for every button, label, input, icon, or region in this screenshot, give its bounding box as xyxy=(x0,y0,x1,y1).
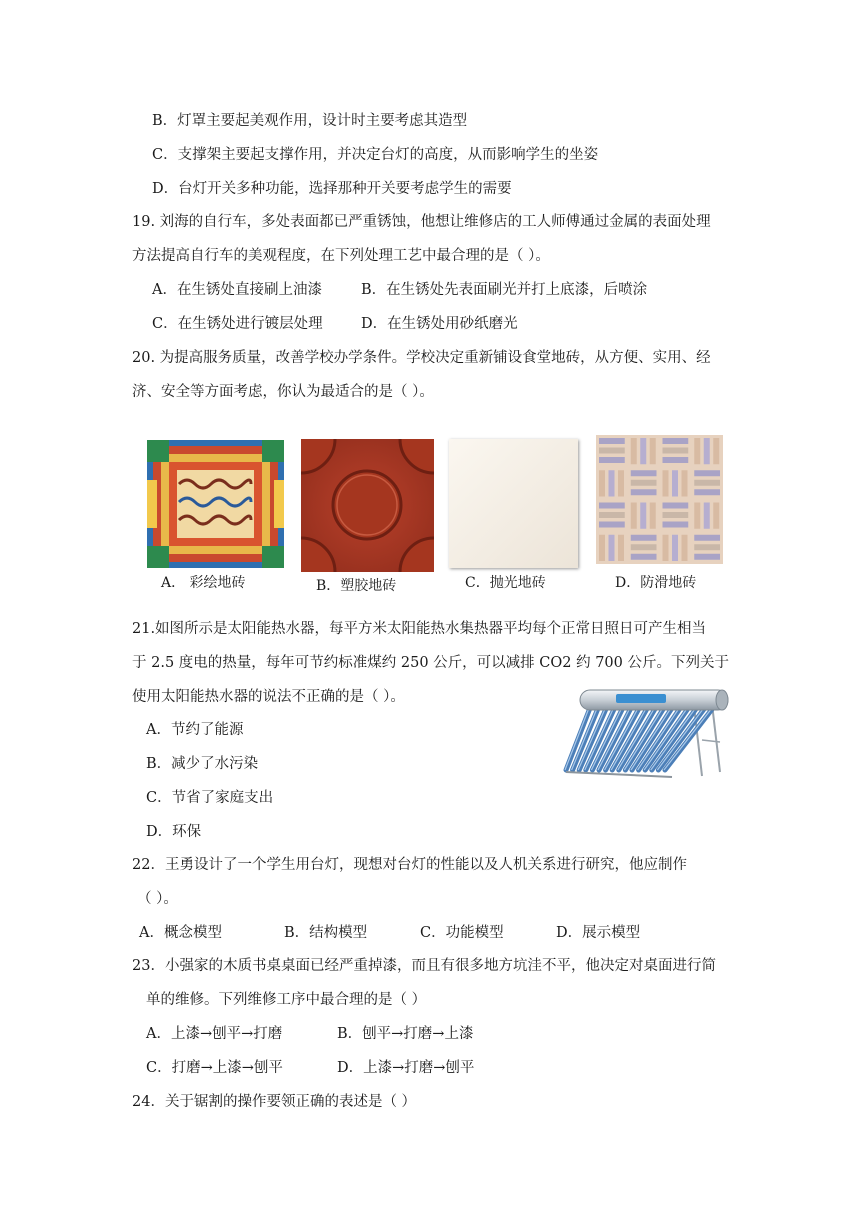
q21-option-a: A．节约了能源 xyxy=(146,722,244,738)
q23-option-c: C．打磨→上漆→刨平 xyxy=(146,1060,283,1076)
q22-option-a: A．概念模型 xyxy=(139,925,222,941)
q21-stem-line2: 于 2.5 度电的热量，每年可节约标准煤约 250 公斤，可以减排 CO2 约 700 公斤。下列关于 xyxy=(132,655,729,671)
caption-d: D．防滑地砖 xyxy=(615,575,697,591)
q22-option-c: C．功能模型 xyxy=(420,925,504,941)
q19-option-a: A．在生锈处直接刷上油漆 xyxy=(152,282,322,298)
q21-option-b: B．减少了水污染 xyxy=(146,756,259,772)
caption-a: A． 彩绘地砖 xyxy=(161,575,246,591)
q18-option-d: D．台灯开关多种功能，选择那种开关要考虑学生的需要 xyxy=(152,181,512,197)
q19-stem-line1: 19. 刘海的自行车，多处表面都已严重锈蚀，他想让维修店的工人师傅通过金属的表面处理 xyxy=(132,214,711,230)
q23-option-a: A．上漆→刨平→打磨 xyxy=(146,1026,283,1042)
q20-stem-line2: 济、安全等方面考虑，你认为最适合的是（ ）。 xyxy=(132,384,434,400)
q22-stem-line1: 22．王勇设计了一个学生用台灯，现想对台灯的性能以及人机关系进行研究，他应制作 xyxy=(132,857,687,873)
q20-stem-line1: 20. 为提高服务质量，改善学校办学条件。学校决定重新铺设食堂地砖，从方便、实用、经 xyxy=(132,350,711,366)
painted-tile-image xyxy=(147,440,284,568)
plastic-tile-image xyxy=(301,439,434,572)
q21-option-d: D．环保 xyxy=(146,824,202,840)
q21-stem-line1: 21.如图所示是太阳能热水器，每平方米太阳能热水集热器平均每个正常日照日可产生相当 xyxy=(132,621,707,637)
q21-option-c: C．节省了家庭支出 xyxy=(146,790,274,806)
q19-option-d: D．在生锈处用砂纸磨光 xyxy=(361,316,518,332)
q23-option-d: D．上漆→打磨→刨平 xyxy=(337,1060,475,1076)
q22-option-b: B．结构模型 xyxy=(284,925,368,941)
q24-stem-line1: 24．关于锯割的操作要领正确的表述是（ ） xyxy=(132,1094,417,1110)
q19-stem-line2: 方法提高自行车的美观程度，在下列处理工艺中最合理的是（ ）。 xyxy=(132,248,550,264)
q23-option-b: B．刨平→打磨→上漆 xyxy=(337,1026,474,1042)
q19-option-c: C．在生锈处进行镀层处理 xyxy=(152,316,323,332)
caption-c: C．抛光地砖 xyxy=(465,575,546,591)
q23-stem-line1: 23．小强家的木质书桌桌面已经严重掉漆，而且有很多地方坑洼不平，他决定对桌面进行简 xyxy=(132,958,716,974)
q22-option-d: D．展示模型 xyxy=(556,925,641,941)
q18-option-c: C．支撑架主要起支撑作用，并决定台灯的高度，从而影响学生的坐姿 xyxy=(152,147,599,163)
q22-stem-line2: （ ）。 xyxy=(137,891,178,907)
solar-water-heater-image xyxy=(562,684,732,778)
q19-option-b: B．在生锈处先表面刷光并打上底漆，后喷涂 xyxy=(361,282,648,298)
polished-tile-image xyxy=(449,439,578,568)
q18-option-b: B．灯罩主要起美观作用，设计时主要考虑其造型 xyxy=(152,113,468,129)
anti-slip-tile-image xyxy=(596,435,723,564)
q23-stem-line2: 单的维修。下列维修工序中最合理的是（ ） xyxy=(146,992,427,1008)
caption-b: B．塑胶地砖 xyxy=(316,578,397,594)
q21-stem-line3: 使用太阳能热水器的说法不正确的是（ ）。 xyxy=(132,689,405,705)
